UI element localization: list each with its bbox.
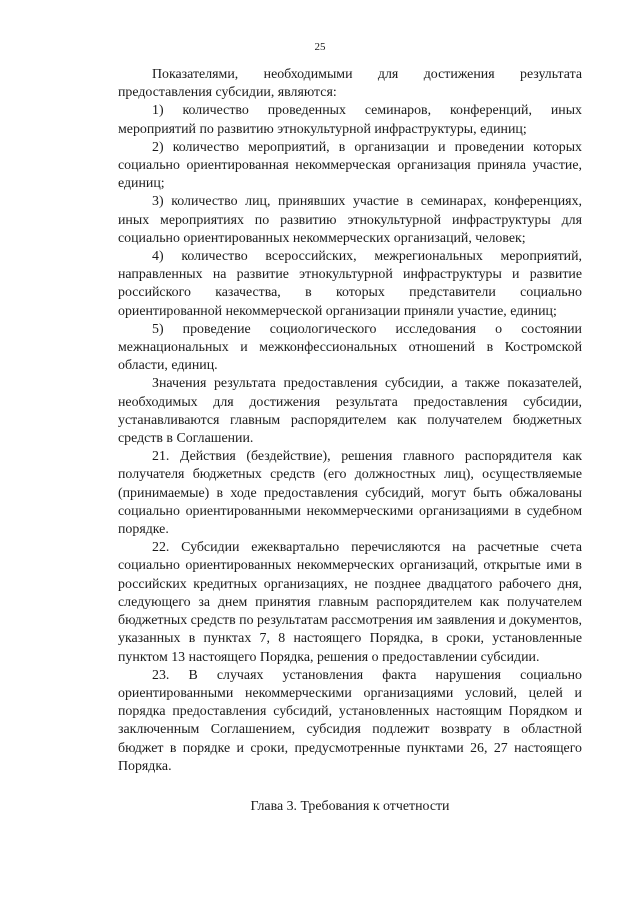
paragraph-clause-21: 21. Действия (бездействие), решения главного распорядителя как получателя бюджетных средств (его должностных лиц), осуществляемые (принимаемые) в ходе предоставления субсидий, могут быть обжалованы социально ориентированными некоммерческими организациями в судебном порядке. [118, 449, 582, 538]
paragraph-indicator-5: 5) проведение социологического исследования о состоянии межнациональных и межконфессиональных отношений в Костромской области, единиц. [118, 321, 582, 374]
paragraph-indicator-4: 4) количество всероссийских, межрегиональных мероприятий, направленных на развитие этнокультурной инфраструктуры и развитие российского казачества, в которых представители социально ориентированной некоммерческой организации приняли участие, единиц; [118, 249, 582, 319]
paragraph-indicators-intro: Показателями, необходимыми для достижения результата предоставления субсидии, являются: [118, 67, 582, 101]
paragraph-indicator-2: 2) количество мероприятий, в организации и проведении которых социально ориентированная некоммерческая организация приняла участие, единиц; [118, 139, 582, 192]
chapter-heading: Глава 3. Требования к отчетности [250, 799, 450, 814]
page-number: 25 [314, 41, 326, 53]
paragraph-clause-23: 23. В случаях установления факта нарушения социально ориентированными некоммерческими организациями условий, целей и порядка предоставления субсидий, установленных настоящим Порядком и заключенным Соглашением, субсидия подлежит возврату в областной бюджет в порядке и сроки, предусмотренные пунктами 26, 27 настоящего Порядка. [118, 667, 582, 774]
paragraph-indicator-3: 3) количество лиц, принявших участие в семинарах, конференциях, иных мероприятиях по развитию этнокультурной инфраструктуры для социально ориентированных некоммерческих организаций, человек; [118, 194, 582, 246]
paragraph-clause-22: 22. Субсидии ежеквартально перечисляются на расчетные счета социально ориентированных некоммерческих организаций, открытые ими в российских кредитных организациях, не позднее двадцатого рабочего дня, следующего за днем принятия главным распорядителем как получателем бюджетных средств по результатам рассмотрения им заявления и документов, указанных в пунктах 7, 8 настоящего Порядка, в сроки, установленные пунктом 13 настоящего Порядка, решения о предоставлении субсидии. [118, 540, 582, 665]
paragraph-indicator-1: 1) количество проведенных семинаров, конференций, иных мероприятий по развитию этнокультурной инфраструктуры, единиц; [118, 103, 582, 137]
document-body [118, 66, 582, 776]
paragraph-indicator-values: Значения результата предоставления субсидии, а также показателей, необходимых для достижения результата предоставления субсидии, устанавливаются главным распорядителем как получателем бюджетных средств в Соглашении. [118, 376, 582, 447]
